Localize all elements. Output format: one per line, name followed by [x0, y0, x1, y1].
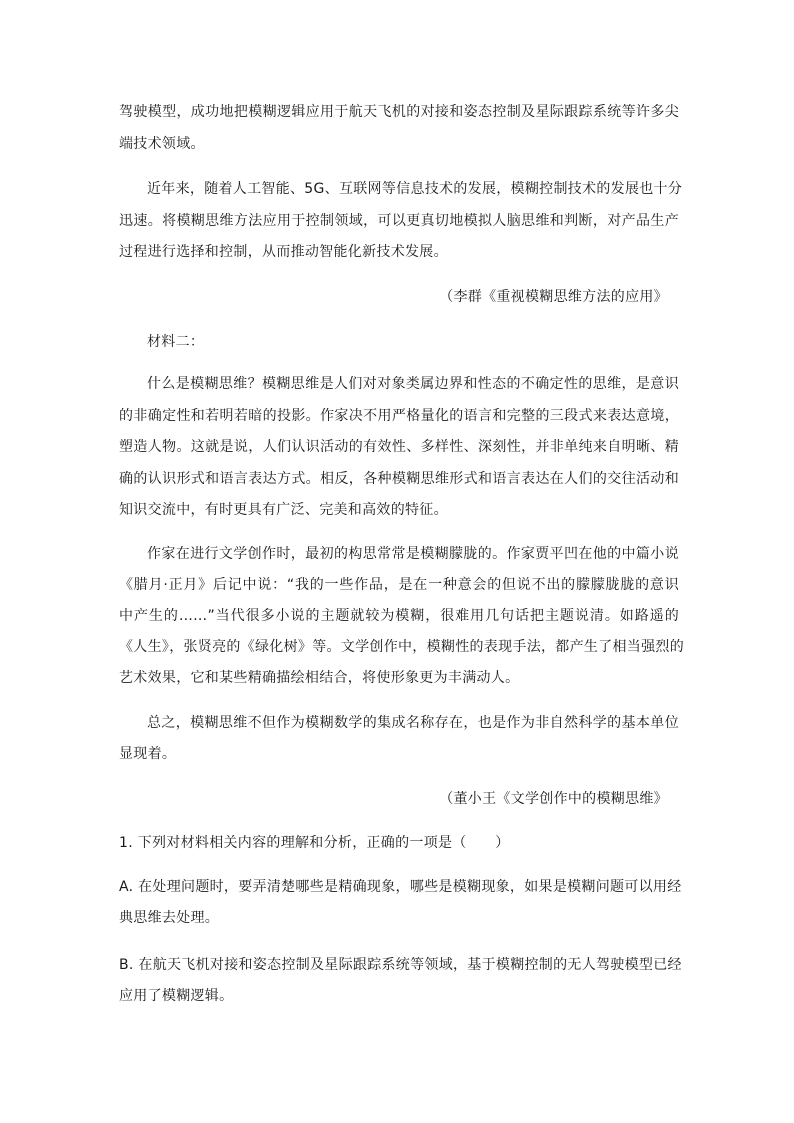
paragraph-line: 的非确定性和若明若暗的投影。作家决不用严格量化的语言和完整的三段式来表达意境，	[119, 408, 679, 424]
paragraph-line: 端技术领域。	[119, 136, 205, 152]
paragraph-line: 总之，模糊思维不但作为模糊数学的集成名称存在，也是作为非自然科学的基本单位	[147, 715, 679, 731]
paragraph-line: 艺术效果，它和某些精确描绘相结合，将使形象更为丰满动人。	[119, 670, 520, 686]
option-a: A. 在处理问题时，要弄清楚哪些是精确现象，哪些是模糊现象，如果是模糊问题可以用经	[119, 879, 682, 895]
paragraph-line: 什么是模糊思维？模糊思维是人们对对象类属边界和性态的不确定性的思维，是意识	[147, 376, 679, 392]
question-stem: 1. 下列对材料相关内容的理解和分析，正确的一项是（ ）	[119, 835, 510, 851]
paragraph-line: 中产生的……”当代很多小说的主题就较为模糊，很难用几句话把主题说清。如路遥的	[119, 608, 679, 624]
paragraph-line: 塑造人物。这就是说，人们认识活动的有效性、多样性、深刻性，并非单纯来自明晰、精	[119, 439, 679, 455]
paragraph-line: 作家在进行文学创作时，最初的构思常常是模糊朦胧的。作家贾平凹在他的中篇小说	[147, 546, 679, 562]
option-b: 应用了模糊逻辑。	[119, 988, 234, 1004]
paragraph-line: 驾驶模型，成功地把模糊逻辑应用于航天飞机的对接和姿态控制及星际跟踪系统等许多尖	[119, 104, 679, 120]
paragraph-line: 知识交流中，有时更具有广泛、完美和高效的特征。	[119, 502, 448, 518]
source-citation: （董小王《文学创作中的模糊思维》	[439, 791, 668, 807]
section-heading: 材料二：	[147, 334, 205, 350]
paragraph-line: 过程进行选择和控制，从而推动智能化新技术发展。	[119, 244, 448, 260]
option-a: 典思维去处理。	[119, 910, 220, 926]
paragraph-line: 《人生》，张贤亮的《绿化树》等。文学创作中，模糊性的表现手法，都产生了相当强烈的	[119, 639, 684, 655]
paragraph-line: 迅速。将模糊思维方法应用于控制领域，可以更真切地模拟人脑思维和判断，对产品生产	[119, 213, 679, 229]
paragraph-line: 显现着。	[119, 746, 177, 762]
paragraph-line: 近年来，随着人工智能、5G、互联网等信息技术的发展，模糊控制技术的发展也十分	[147, 181, 683, 197]
paragraph-line: 《腊月·正月》后记中说：“我的一些作品，是在一种意会的但说不出的朦朦胧胧的意识	[119, 577, 679, 593]
source-citation: （李群《重视模糊思维方法的应用》	[439, 289, 668, 305]
option-b: B. 在航天飞机对接和姿态控制及星际跟踪系统等领域，基于模糊控制的无人驾驶模型已经	[119, 957, 682, 973]
paragraph-line: 确的认识形式和语言表达方式。相反，各种模糊思维形式和语言表达在人们的交往活动和	[119, 471, 679, 487]
